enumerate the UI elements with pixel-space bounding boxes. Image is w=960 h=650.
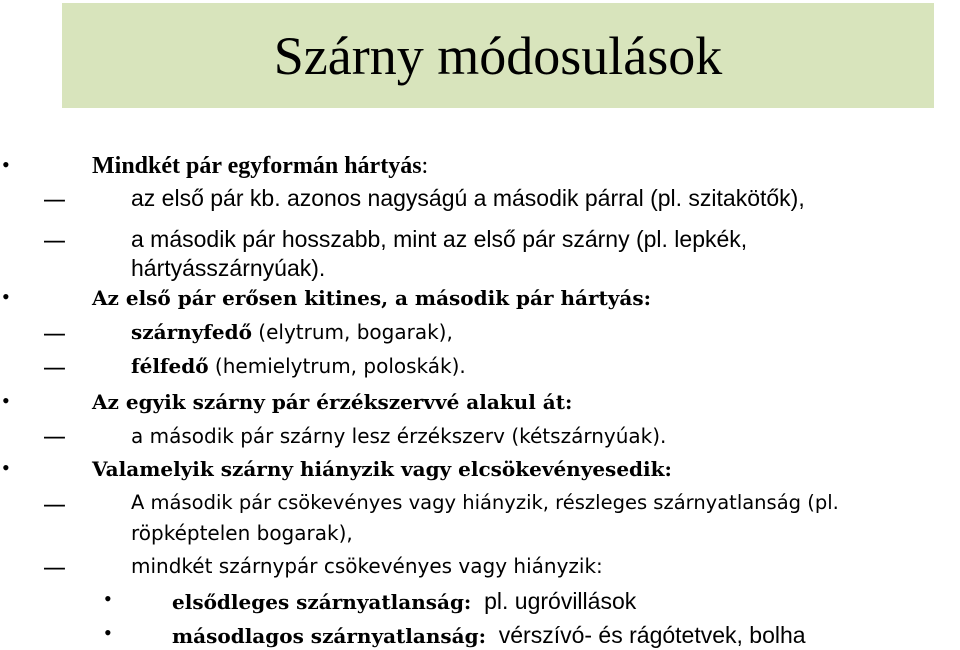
bullet-4-sub-sub-1-rest: pl. ugróvillások: [471, 588, 637, 614]
bullet-3-text: Az egyik szárny pár érzékszervvé alakul át:: [92, 390, 573, 414]
bullet-4-sub-sub-1: [172, 590, 636, 613]
dash-marker: –: [44, 488, 65, 518]
dash-marker: –: [44, 183, 65, 213]
dash-marker: –: [44, 551, 65, 581]
term-elytrum: szárnyfedő: [131, 320, 252, 344]
bullet-marker: •: [2, 388, 10, 413]
title-box: [62, 3, 934, 108]
bullet-1-sub-1: az első pár kb. azonos nagyságú a második párral (pl. szitakötők),: [131, 185, 805, 211]
bullet-4-sub-sub-2: [172, 624, 806, 647]
slide-title: Szárny módosulások: [273, 25, 723, 86]
dash-marker: –: [44, 317, 65, 347]
sub-bullet-marker: •: [104, 586, 112, 611]
bullet-2-sub-1: [131, 322, 453, 342]
bullet-1-colon: :: [421, 153, 429, 179]
bullet-1-text: [92, 154, 428, 178]
bullet-4-sub-1-line-2: röpképtelen bogarak),: [131, 521, 353, 545]
bullet-marker: •: [2, 455, 10, 480]
term-hemielytrum: félfedő: [131, 354, 209, 378]
bullet-1-bold: Mindkét pár egyformán hártyás: [92, 153, 422, 179]
bullet-3-sub-1: a második pár szárny lesz érzékszerv (kétszárnyúak).: [131, 424, 667, 448]
bullet-marker: •: [2, 284, 10, 309]
bullet-2-sub-2-rest: (hemielytrum, poloskák).: [208, 354, 466, 378]
bullet-marker: •: [2, 152, 10, 177]
bullet-1-sub-2-line-2: hártyásszárnyúak).: [131, 255, 326, 281]
bullet-4-sub-sub-2-rest: vérszívó- és rágótetvek, bolha: [485, 622, 806, 648]
term-primary-winglessness: elsődleges szárnyatlanság:: [172, 590, 472, 614]
dash-marker: –: [44, 224, 65, 254]
bullet-4-sub-1-line-1: A második pár csökevényes vagy hiányzik, részleges szárnyatlanság (pl.: [131, 491, 839, 514]
dash-marker: –: [44, 420, 65, 450]
bullet-1-sub-2-line-1: a második pár hosszabb, mint az első pár szárny (pl. lepkék,: [131, 226, 748, 252]
dash-marker: –: [44, 351, 65, 381]
bullet-2-sub-2: [131, 356, 466, 376]
bullet-4-sub-2: mindkét szárnypár csökevényes vagy hiányzik:: [131, 554, 603, 578]
sub-bullet-marker: •: [104, 620, 112, 645]
bullet-4-text: Valamelyik szárny hiányzik vagy elcsökevényesedik:: [92, 457, 672, 481]
term-secondary-winglessness: másodlagos szárnyatlanság:: [172, 624, 486, 648]
bullet-2-sub-1-rest: (elytrum, bogarak),: [251, 320, 453, 344]
bullet-2-text: Az első pár erősen kitines, a második pár hártyás:: [92, 286, 651, 310]
